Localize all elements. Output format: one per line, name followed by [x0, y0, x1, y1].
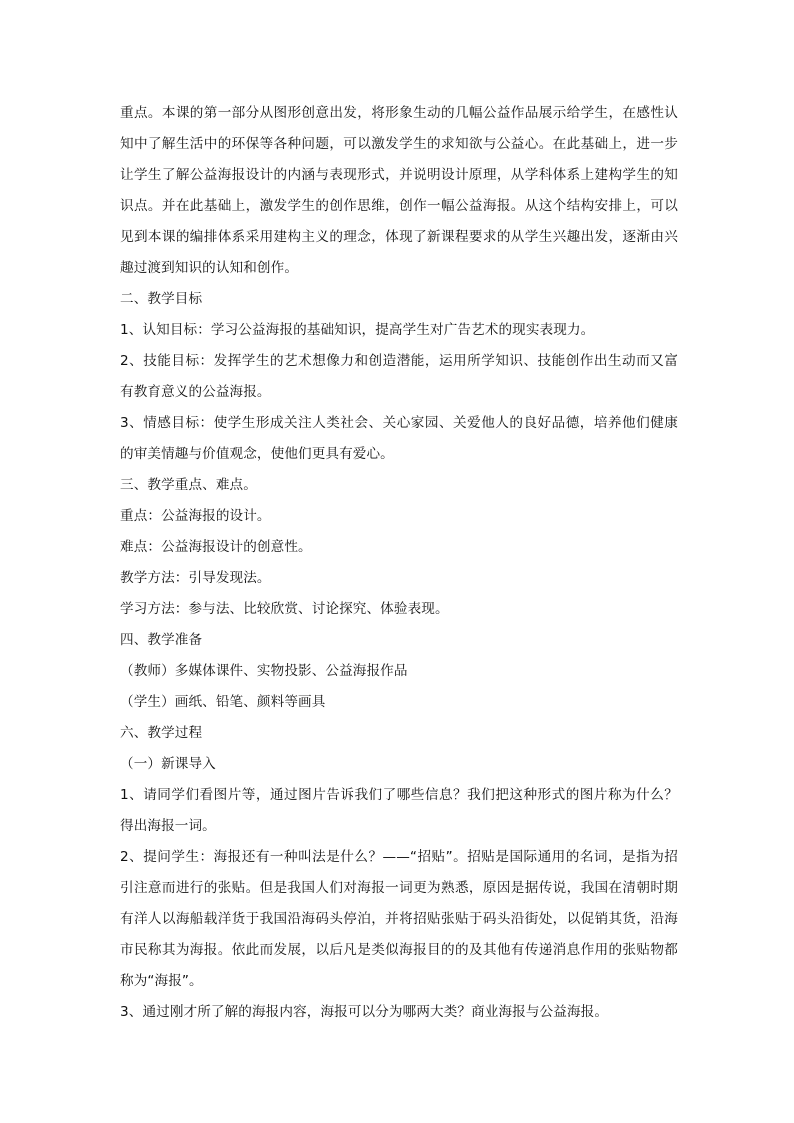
teacher-preparation: （教师）多媒体课件、实物投影、公益海报作品 — [120, 663, 408, 679]
intro-line: 让学生了解公益海报设计的内涵与表现形式，并说明设计原理，从学科体系上建构学生的知 — [120, 167, 678, 183]
process-step-2-line: 2、提问学生：海报还有一种叫法是什么？——“招贴”。招贴是国际通用的名词，是指为招 — [120, 849, 678, 865]
section-heading-process: 六、教学过程 — [120, 725, 203, 741]
subsection-introduction: （一）新课导入 — [120, 756, 216, 772]
student-preparation: （学生）画纸、铅笔、颜料等画具 — [120, 694, 326, 710]
process-step-2 — [120, 842, 678, 997]
process-step-3: 3、通过刚才所了解的海报内容，海报可以分为哪两大类？商业海报与公益海报。 — [120, 1004, 609, 1020]
objective-skill-line: 2、技能目标：发挥学生的艺术想像力和创造潜能，运用所学知识、技能创作出生动而又富 — [120, 353, 678, 369]
process-step-2-line: 引注意而进行的张贴。但是我国人们对海报一词更为熟悉，原因是据传说，我国在清朝时期 — [120, 880, 678, 896]
teaching-method: 教学方法：引导发现法。 — [120, 570, 271, 586]
section-heading-objectives: 二、教学目标 — [120, 291, 203, 307]
process-step-2-line: 称为“海报”。 — [120, 973, 203, 989]
process-step-1-line: 得出海报一词。 — [120, 818, 216, 834]
intro-line: 知中了解生活中的环保等各种问题，可以激发学生的求知欲与公益心。在此基础上，进一步 — [120, 136, 678, 152]
objective-emotion-line: 的审美情趣与价值观念，使他们更具有爱心。 — [120, 446, 394, 462]
learning-method: 学习方法：参与法、比较欣赏、讨论探究、体验表现。 — [120, 601, 449, 617]
intro-line: 趣过渡到知识的认知和创作。 — [120, 260, 299, 276]
intro-line: 识点。并在此基础上，激发学生的创作思维，创作一幅公益海报。从这个结构安排上，可以 — [120, 198, 678, 214]
process-step-2-line: 市民称其为海报。依此而发展，以后凡是类似海报目的的及其他有传递消息作用的张贴物都 — [120, 942, 678, 958]
objective-emotion — [120, 408, 678, 470]
intro-paragraph — [120, 98, 678, 284]
document-page — [120, 98, 678, 1028]
objective-cognitive: 1、认知目标：学习公益海报的基础知识，提高学生对广告艺术的现实表现力。 — [120, 322, 595, 338]
section-heading-keypoints: 三、教学重点、难点。 — [120, 477, 257, 493]
key-point: 重点：公益海报的设计。 — [120, 508, 271, 524]
objective-skill-line: 有教育意义的公益海报。 — [120, 384, 271, 400]
process-step-1 — [120, 780, 678, 842]
objective-skill — [120, 346, 678, 408]
difficult-point: 难点：公益海报设计的创意性。 — [120, 539, 312, 555]
objective-emotion-line: 3、情感目标：使学生形成关注人类社会、关心家园、关爱他人的良好品德，培养他们健康 — [120, 415, 678, 431]
intro-line: 重点。本课的第一部分从图形创意出发，将形象生动的几幅公益作品展示给学生，在感性认 — [120, 105, 678, 121]
section-heading-preparation: 四、教学准备 — [120, 632, 203, 648]
process-step-2-line: 有洋人以海船载洋货于我国沿海码头停泊，并将招贴张贴于码头沿街处，以促销其货，沿海 — [120, 911, 678, 927]
intro-line: 见到本课的编排体系采用建构主义的理念，体现了新课程要求的从学生兴趣出发，逐渐由兴 — [120, 229, 678, 245]
process-step-1-line: 1、请同学们看图片等，通过图片告诉我们了哪些信息？我们把这种形式的图片称为什么？ — [120, 787, 678, 803]
